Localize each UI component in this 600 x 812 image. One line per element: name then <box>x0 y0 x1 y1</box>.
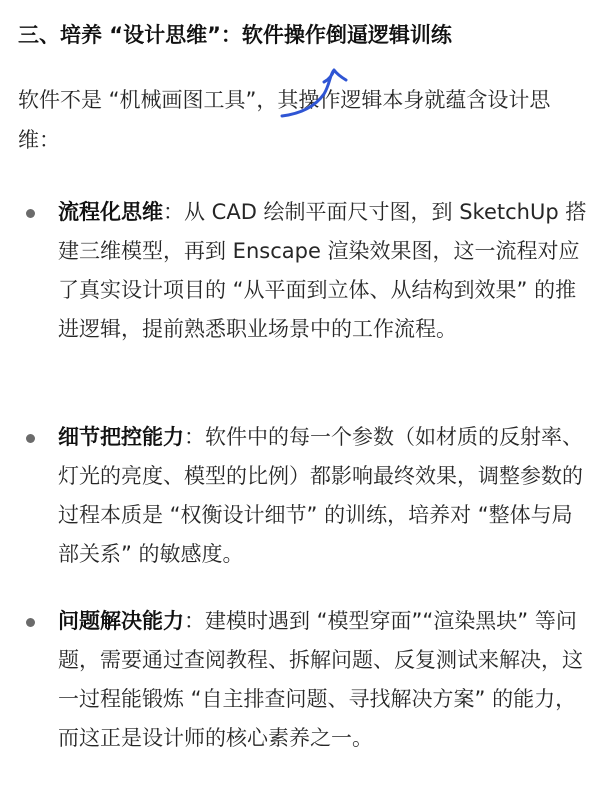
list-item-colon: ： <box>163 200 184 224</box>
list-item-text <box>58 602 590 758</box>
bullet-dot-icon <box>26 434 35 443</box>
list-item-text <box>58 193 590 349</box>
list-item-term: 流程化思维 <box>58 200 163 224</box>
list-item-body: 建模时遇到 “模型穿面”“渲染黑块” 等问题，需要通过查阅教程、拆解问题、反复测试来解决，这一过程能锻炼 “自主排查问题、寻找解决方案” 的能力，而这正是设计师的核心素养之一。 <box>58 609 583 750</box>
list-item-term: 细节把控能力 <box>58 425 184 449</box>
intro-paragraph: 软件不是 “机械画图工具”，其操作逻辑本身就蕴含设计思维： <box>18 88 551 152</box>
list-item-colon: ： <box>184 425 205 449</box>
pen-scribble-icon <box>268 58 368 122</box>
bullet-dot-icon <box>26 209 35 218</box>
list-item-body: 从 CAD 绘制平面尺寸图，到 SketchUp 搭建三维模型，再到 Enscape 渲染效果图，这一流程对应了真实设计项目的 “从平面到立体、从结构到效果” 的推进逻辑，提前熟悉职业场景中的工作流程。 <box>58 200 587 341</box>
list-item-body: 软件中的每一个参数（如材质的反射率、灯光的亮度、模型的比例）都影响最终效果，调整参数的过程本质是 “权衡设计细节” 的训练，培养对 “整体与局部关系” 的敏感度。 <box>58 425 583 566</box>
list-item-colon: ： <box>184 609 205 633</box>
list-item-text <box>58 418 590 574</box>
bullet-dot-icon <box>26 618 35 627</box>
section-heading: 三、培养 “设计思维”：软件操作倒逼逻辑训练 <box>18 23 452 47</box>
list-item-term: 问题解决能力 <box>58 609 184 633</box>
